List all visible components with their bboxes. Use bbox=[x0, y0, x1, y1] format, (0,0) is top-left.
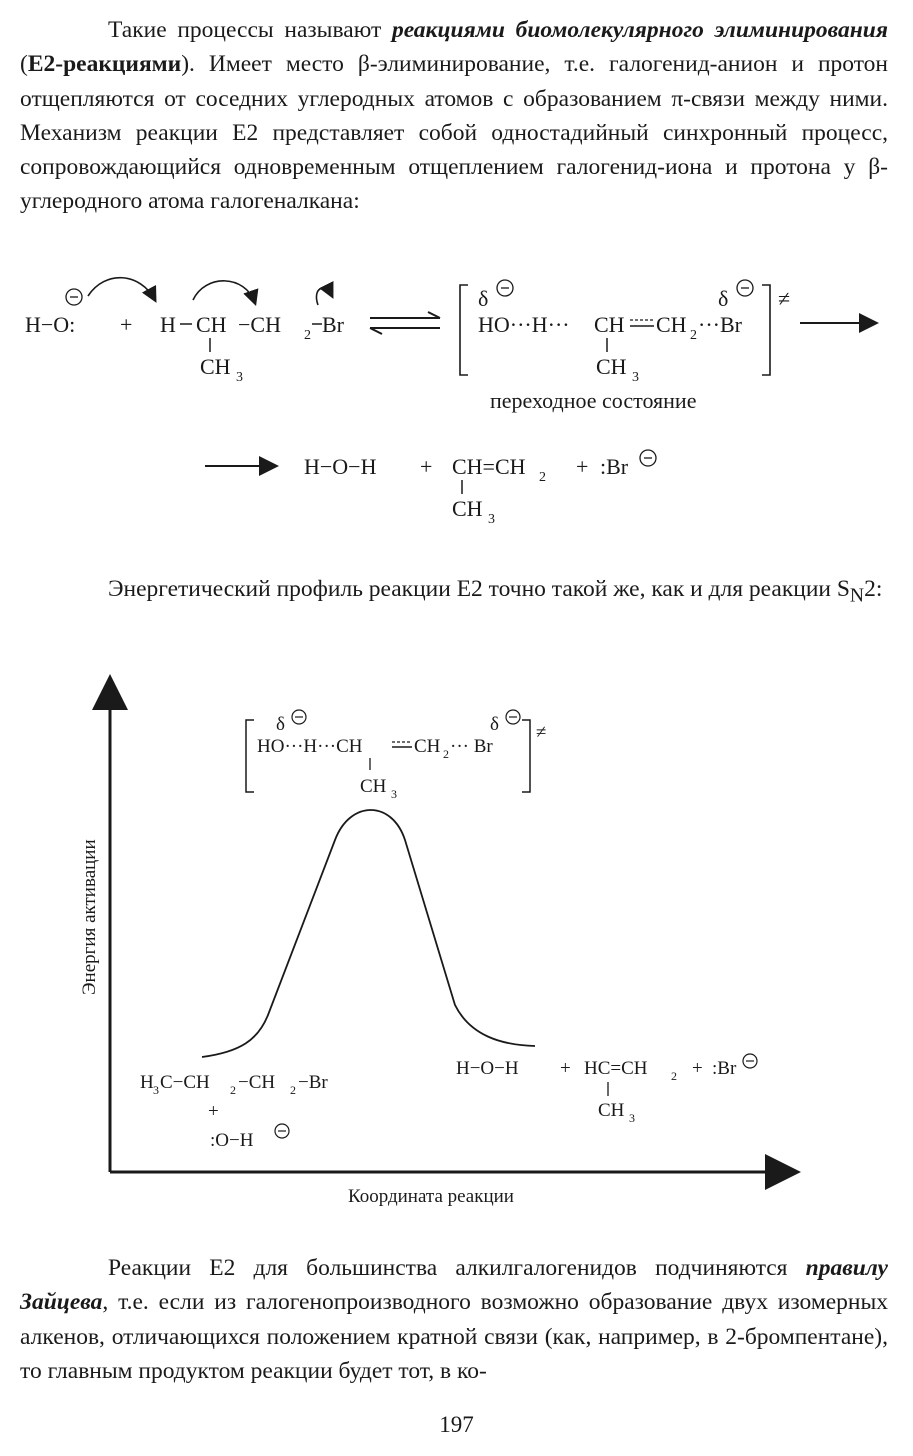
substrate-ch3: CH bbox=[200, 354, 231, 379]
abbr-e2: Е2-реакциями bbox=[27, 51, 182, 78]
product-bromide: :Br bbox=[600, 454, 629, 479]
minus-charge-icon bbox=[292, 710, 306, 724]
subscript-2: 2 bbox=[539, 470, 546, 485]
product-alkene: CH=CH bbox=[452, 454, 526, 479]
ts-ch: CH bbox=[594, 312, 625, 337]
diagram-ts-left: HO···H···CH bbox=[257, 736, 363, 757]
page-number: 197 bbox=[439, 1412, 474, 1437]
substrate-br: Br bbox=[322, 312, 344, 337]
product-ch3: CH bbox=[452, 496, 483, 521]
ts-double-dagger: ≠ bbox=[536, 722, 547, 743]
paragraph-energy-profile bbox=[20, 572, 888, 614]
hydroxide-ion: H−O: bbox=[25, 312, 76, 337]
delta-minus: δ bbox=[718, 286, 729, 311]
reactant-ch2: −CH bbox=[238, 1072, 276, 1093]
subscript-2: 2 bbox=[304, 328, 311, 343]
subscript-3: 3 bbox=[632, 370, 639, 385]
y-axis-label: Энергия активации bbox=[79, 839, 100, 995]
substrate-h: H bbox=[160, 312, 176, 337]
subscript-2: 2 bbox=[690, 328, 697, 343]
ts-ch3: CH bbox=[596, 354, 627, 379]
subscript-3: 3 bbox=[629, 1111, 635, 1125]
energy-curve bbox=[202, 810, 535, 1057]
subscript-3: 3 bbox=[153, 1083, 159, 1097]
delta-minus: δ bbox=[490, 714, 499, 735]
subscript-2: 2 bbox=[443, 747, 449, 761]
term-e2: реакциями биомолекулярного элиминирования bbox=[391, 17, 888, 43]
ts-caption: переходное состояние bbox=[490, 388, 697, 413]
subscript-3: 3 bbox=[236, 370, 243, 385]
diagram-ts-ch2: CH bbox=[414, 736, 441, 757]
product-ch3: CH bbox=[598, 1100, 625, 1121]
reactant-hydroxide: :O−H bbox=[210, 1130, 254, 1151]
curved-arrow-icon bbox=[193, 281, 255, 303]
minus-charge-icon bbox=[506, 710, 520, 724]
product-water: H−O−H bbox=[456, 1058, 519, 1079]
substrate-ch: CH bbox=[196, 312, 227, 337]
plus-sign: + bbox=[576, 454, 589, 479]
reactant-c-ch2: C−CH bbox=[160, 1072, 210, 1093]
curved-arrow-icon bbox=[88, 278, 155, 300]
p3-text-end: , т.е. если из галогенопроизводного возможно образование двух изомерных алкенов, отличающихся положением кратной связи (как, например, в 2-бромпентане), то главным продуктом реакции будет тот, в ко- bbox=[20, 1289, 888, 1384]
ts-ho-h: HO···H··· bbox=[478, 312, 570, 337]
subscript-2: 2 bbox=[671, 1069, 677, 1083]
reaction-scheme bbox=[0, 0, 913, 540]
p1-text-end: ). Имеет место β-элиминирование, т.е. галогенид-анион и протон отщепляются от соседних углеродных атомов с образованием π-связи между ними. Механизм реакции Е2 представляет собой одностадийный синхронный процесс, сопровождающийся одновременным отщеплением галогенид-иона и протона у β-углеродного атома галогеналкана: bbox=[20, 51, 888, 215]
paragraph-zaitsev bbox=[20, 1251, 888, 1388]
product-alkene: HC=CH bbox=[584, 1058, 648, 1079]
plus-sign: + bbox=[208, 1101, 219, 1122]
subscript-2: 2 bbox=[290, 1083, 296, 1097]
reactant-br: −Br bbox=[298, 1072, 328, 1093]
ts-double-dagger: ≠ bbox=[778, 286, 791, 311]
bracket-left bbox=[460, 285, 468, 375]
reactant-h: H bbox=[140, 1072, 154, 1093]
minus-charge-icon bbox=[275, 1124, 289, 1138]
diagram-ts-ch3: CH bbox=[360, 776, 387, 797]
substrate-ch2: −CH bbox=[238, 312, 281, 337]
x-axis-label: Координата реакции bbox=[348, 1186, 514, 1207]
plus-sign: + bbox=[692, 1058, 703, 1079]
subscript-3: 3 bbox=[391, 787, 397, 801]
term-zaitsev: правилу Зайцева bbox=[20, 1255, 888, 1316]
delta-minus: δ bbox=[478, 286, 489, 311]
diagram-ts-br: ··· Br bbox=[450, 736, 493, 757]
delta-minus: δ bbox=[276, 714, 285, 735]
product-bromide: :Br bbox=[712, 1058, 737, 1079]
ts-ch2: CH bbox=[656, 312, 687, 337]
bracket-right bbox=[762, 285, 770, 375]
product-water: H−O−H bbox=[304, 454, 377, 479]
minus-charge-icon bbox=[743, 1054, 757, 1068]
ts-br: ···Br bbox=[698, 312, 742, 337]
p2-sub: N bbox=[849, 585, 865, 607]
p2-text: Энергетический профиль реакции Е2 точно такой же, как и для реакции S bbox=[108, 576, 850, 602]
plus-sign: + bbox=[120, 312, 133, 337]
plus-sign: + bbox=[560, 1058, 571, 1079]
p3-text-start: Реакции Е2 для большинства алкилгалогенидов подчиняются bbox=[108, 1255, 806, 1281]
plus-sign: + bbox=[420, 454, 433, 479]
p1-paren: ( bbox=[20, 51, 28, 78]
subscript-3: 3 bbox=[488, 512, 495, 527]
subscript-2: 2 bbox=[230, 1083, 236, 1097]
p2-tail: 2: bbox=[864, 576, 883, 602]
p1-text-start: Такие процессы называют bbox=[108, 17, 392, 43]
curved-arrow-icon bbox=[316, 288, 332, 305]
